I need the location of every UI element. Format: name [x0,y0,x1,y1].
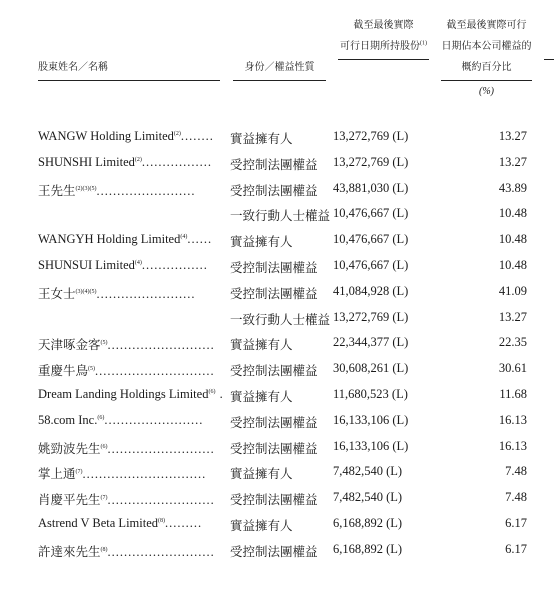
shareholder-name: 重慶牛鳥 [38,364,89,379]
table-row [0,307,550,333]
dot-leader: ................. [141,154,212,169]
shareholder-name-cell [38,129,220,144]
capacity-cell: 一致行動人士權益 [230,312,331,327]
header-shares-note: (1) [420,40,427,47]
shareholder-name: 肖慶平先生 [38,493,101,508]
header-shares-line2 [338,36,429,57]
shareholder-table [0,126,550,565]
footnote-ref: (8) [100,546,108,553]
shares-cell: 13,272,769 (L) [333,309,409,324]
shares-cell: 41,084,928 (L) [333,283,409,298]
capacity-cell: 受控制法團權益 [230,415,318,430]
shares-cell: 10,476,667 (L) [333,257,409,272]
capacity-cell: 一致行動人士權益 [230,209,331,224]
percentage-cell: 43.89 [498,180,527,195]
table-row [0,358,550,384]
table-row [0,332,550,358]
shares-cell: 6,168,892 (L) [333,515,403,530]
shares-cell: 16,133,106 (L) [333,438,409,453]
dot-leader: ................ [141,257,208,272]
header-capacity: 身份／權益性質 [233,57,326,81]
capacity-cell: 實益擁有人 [230,132,293,146]
percentage-cell: 13.27 [498,129,527,143]
footnote-ref: (4) [180,234,188,241]
footnote-ref: (4) [134,259,142,266]
shareholder-name-cell [38,386,224,402]
shareholder-name-cell [38,464,220,482]
shareholder-name-cell [38,335,220,353]
shareholder-name: 姚勁波先生 [38,441,101,456]
header-shares-line1: 截至最後實際 [353,20,414,31]
header-percentage [441,15,532,81]
shares-cell: 10,476,667 (L) [333,206,409,221]
percentage-cell: 30.61 [498,361,527,376]
dot-leader: ............................. [95,364,215,379]
table-row [0,229,550,255]
table-row [0,203,550,229]
percentage-cell: 7.48 [505,464,527,479]
dot-leader: .......................... [107,493,215,508]
shareholder-name: 天津啄金客 [38,338,101,353]
table-row [0,255,550,281]
capacity-cell: 受控制法團權益 [230,260,318,275]
shares-cell: 30,608,261 (L) [333,361,409,376]
shareholder-name-cell [38,490,220,508]
shareholder-name: 王女士 [38,286,76,301]
footnote-ref: (8) [158,517,166,524]
table-row [0,152,550,178]
shares-cell: 13,272,769 (L) [333,154,409,169]
table-row [0,513,550,539]
table-row [0,384,550,410]
capacity-cell: 受控制法團權益 [230,183,318,198]
shares-cell: 7,482,540 (L) [333,490,403,505]
dot-leader: .......................... [107,544,215,559]
capacity-cell: 實益擁有人 [230,389,293,404]
capacity-cell: 受控制法團權益 [230,157,318,172]
footnote-ref: (3)(4)(5) [75,288,97,295]
header-shares-held [338,15,429,60]
dot-leader: .............................. [82,467,207,482]
shares-cell: 43,881,030 (L) [333,180,409,195]
percentage-cell: 22.35 [498,335,527,350]
shares-cell: 7,482,540 (L) [333,464,403,479]
shareholder-name-cell [38,258,220,273]
shares-cell: 6,168,892 (L) [333,541,403,556]
footnote-ref: (6) [208,388,216,395]
percentage-cell: 10.48 [498,257,527,272]
shareholder-name: SHUNSUI Limited [38,257,135,272]
header-next-column-edge [544,57,554,60]
capacity-cell: 受控制法團權益 [230,286,318,301]
dot-leader: .......................... [107,441,215,456]
capacity-cell: 實益擁有人 [230,467,293,482]
table-row [0,281,550,307]
table-row [0,178,550,204]
percentage-cell: 10.48 [498,232,527,247]
capacity-cell: 實益擁有人 [230,518,293,533]
percentage-cell: 41.09 [498,283,527,298]
shareholder-name-cell [38,155,220,170]
table-row [0,410,550,436]
shareholder-name-cell [38,181,220,199]
dot-leader: ...... [187,232,213,247]
shareholder-name-cell [38,516,220,531]
header-pct-line2: 日期佔本公司權益的 [441,41,532,52]
shareholder-name: Dream Landing Holdings Limited [38,386,209,401]
header-shares-line2-text: 可行日期所持股份 [340,41,420,52]
shares-cell: 11,680,523 (L) [333,386,408,401]
footnote-ref: (5) [100,340,108,347]
percentage-cell: 6.17 [505,541,527,556]
dot-leader: ........................ [104,412,204,427]
header-shareholder-name: 股東姓名／名稱 [38,57,220,81]
table-row [0,126,550,152]
table-row [0,461,550,487]
capacity-cell: 受控制法團權益 [230,544,318,559]
shareholder-name: Astrend V Beta Limited [38,515,159,530]
footnote-ref: (6) [97,414,105,421]
shareholder-name: SHUNSHI Limited [38,154,135,169]
footnote-ref: (2) [173,130,181,137]
shareholder-name-cell [38,361,220,379]
footnote-ref: (6) [100,443,108,450]
header-pct-line1: 截至最後實際可行 [446,20,527,31]
percentage-cell: 6.17 [505,515,527,530]
footnote-ref: (2)(3)(5) [75,185,97,192]
percentage-cell: 11.68 [499,386,527,401]
capacity-cell: 受控制法團權益 [230,493,318,508]
percentage-cell: 16.13 [498,438,527,453]
shareholder-name: WANGYH Holding Limited [38,232,181,247]
dot-leader: . [215,386,224,401]
shareholder-name-cell [38,439,220,457]
percentage-cell: 7.48 [505,490,527,505]
shareholder-name-cell [38,413,220,428]
dot-leader: ......... [165,515,203,530]
shareholder-name: WANGW Holding Limited [38,129,174,143]
dot-leader: ........ [180,129,214,143]
capacity-cell: 受控制法團權益 [230,364,318,379]
percentage-cell: 13.27 [498,154,527,169]
shareholder-name: 掌上通 [38,467,76,482]
shares-cell: 16,133,106 (L) [333,412,409,427]
footnote-ref: (7) [75,469,83,476]
percentage-cell: 10.48 [498,206,527,221]
percentage-cell: 16.13 [498,412,527,427]
dot-leader: ........................ [96,286,196,301]
dot-leader: .......................... [107,338,215,353]
table-row [0,487,550,513]
table-row [0,539,550,565]
dot-leader: ........................ [96,183,196,198]
footnote-ref: (5) [88,366,96,373]
table-row [0,436,550,462]
percentage-cell: 13.27 [498,309,527,324]
footnote-ref: (7) [100,495,108,501]
percentage-unit: (%) [479,86,494,97]
shareholder-name-cell [38,284,220,302]
header-pct-line3: 概約百分比 [461,62,512,73]
shareholder-name-cell [38,542,220,560]
capacity-cell: 實益擁有人 [230,235,293,250]
shareholder-name-cell [38,232,220,247]
shares-cell: 10,476,667 (L) [333,232,409,247]
capacity-cell: 實益擁有人 [230,338,293,353]
shares-cell: 13,272,769 (L) [333,129,409,143]
capacity-cell: 受控制法團權益 [230,441,318,456]
footnote-ref: (2) [134,156,142,163]
shares-cell: 22,344,377 (L) [333,335,409,350]
shareholder-name: 王先生 [38,183,76,198]
shareholder-name: 58.com Inc. [38,412,98,427]
shareholder-name: 許達來先生 [38,544,101,559]
